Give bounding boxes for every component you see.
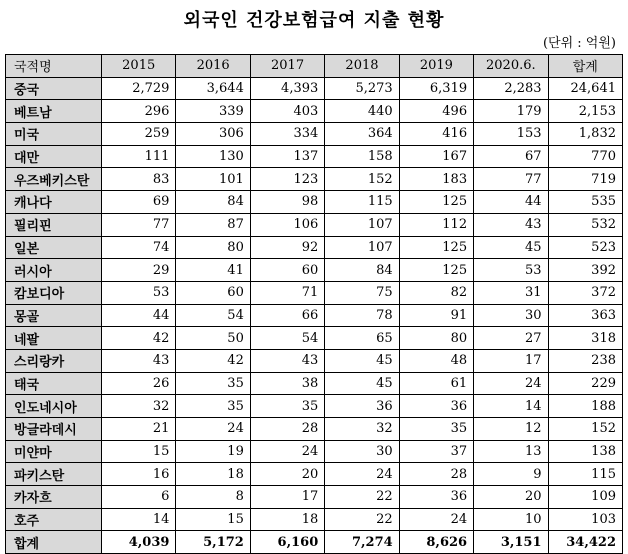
value-cell: 523	[548, 236, 622, 259]
value-cell: 125	[399, 259, 473, 282]
value-cell: 403	[250, 100, 324, 123]
value-cell: 77	[102, 213, 176, 236]
value-cell: 45	[325, 349, 399, 372]
value-cell: 14	[474, 395, 548, 418]
value-cell: 18	[250, 508, 324, 531]
header-total: 합계	[548, 55, 622, 78]
value-cell: 339	[176, 100, 250, 123]
value-cell: 35	[176, 372, 250, 395]
table-row	[6, 145, 623, 168]
value-cell: 115	[325, 191, 399, 214]
value-cell: 3,644	[176, 77, 250, 100]
table-row	[6, 100, 623, 123]
value-cell: 188	[548, 395, 622, 418]
value-cell: 440	[325, 100, 399, 123]
value-cell: 229	[548, 372, 622, 395]
value-cell: 22	[325, 508, 399, 531]
table-row	[6, 440, 623, 463]
value-cell: 87	[176, 213, 250, 236]
value-cell: 17	[250, 486, 324, 509]
value-cell: 42	[176, 349, 250, 372]
value-cell: 83	[102, 168, 176, 191]
value-cell: 1,832	[548, 123, 622, 146]
value-cell: 8,626	[399, 531, 473, 554]
nationality-cell: 중국	[6, 77, 102, 100]
value-cell: 111	[102, 145, 176, 168]
value-cell: 4,039	[102, 531, 176, 554]
value-cell: 35	[176, 395, 250, 418]
value-cell: 43	[102, 349, 176, 372]
value-cell: 92	[250, 236, 324, 259]
value-cell: 259	[102, 123, 176, 146]
nationality-cell: 스리랑카	[6, 349, 102, 372]
value-cell: 60	[250, 259, 324, 282]
value-cell: 22	[325, 486, 399, 509]
value-cell: 115	[548, 463, 622, 486]
value-cell: 719	[548, 168, 622, 191]
value-cell: 6	[102, 486, 176, 509]
expenditure-table	[5, 54, 623, 554]
value-cell: 36	[325, 395, 399, 418]
value-cell: 82	[399, 281, 473, 304]
value-cell: 53	[474, 259, 548, 282]
value-cell: 48	[399, 349, 473, 372]
value-cell: 106	[250, 213, 324, 236]
header-2015: 2015	[102, 55, 176, 78]
value-cell: 60	[176, 281, 250, 304]
value-cell: 32	[102, 395, 176, 418]
value-cell: 30	[474, 304, 548, 327]
value-cell: 38	[250, 372, 324, 395]
value-cell: 6,319	[399, 77, 473, 100]
value-cell: 306	[176, 123, 250, 146]
value-cell: 103	[548, 508, 622, 531]
value-cell: 75	[325, 281, 399, 304]
value-cell: 296	[102, 100, 176, 123]
value-cell: 130	[176, 145, 250, 168]
value-cell: 2,729	[102, 77, 176, 100]
nationality-cell: 합계	[6, 531, 102, 554]
nationality-cell: 몽골	[6, 304, 102, 327]
value-cell: 18	[176, 463, 250, 486]
value-cell: 3,151	[474, 531, 548, 554]
header-nationality: 국적명	[6, 55, 102, 78]
nationality-cell: 캄보디아	[6, 281, 102, 304]
value-cell: 45	[474, 236, 548, 259]
value-cell: 43	[474, 213, 548, 236]
table-row	[6, 168, 623, 191]
table-row	[6, 349, 623, 372]
value-cell: 137	[250, 145, 324, 168]
value-cell: 74	[102, 236, 176, 259]
value-cell: 53	[102, 281, 176, 304]
value-cell: 363	[548, 304, 622, 327]
value-cell: 318	[548, 327, 622, 350]
nationality-cell: 인도네시아	[6, 395, 102, 418]
value-cell: 19	[176, 440, 250, 463]
value-cell: 50	[176, 327, 250, 350]
value-cell: 532	[548, 213, 622, 236]
value-cell: 71	[250, 281, 324, 304]
value-cell: 152	[325, 168, 399, 191]
value-cell: 32	[325, 418, 399, 441]
value-cell: 66	[250, 304, 324, 327]
value-cell: 35	[399, 418, 473, 441]
value-cell: 372	[548, 281, 622, 304]
header-2020-6: 2020.6.	[474, 55, 548, 78]
value-cell: 84	[325, 259, 399, 282]
value-cell: 334	[250, 123, 324, 146]
value-cell: 535	[548, 191, 622, 214]
value-cell: 5,273	[325, 77, 399, 100]
value-cell: 69	[102, 191, 176, 214]
value-cell: 13	[474, 440, 548, 463]
value-cell: 34,422	[548, 531, 622, 554]
value-cell: 8	[176, 486, 250, 509]
value-cell: 36	[399, 486, 473, 509]
value-cell: 15	[102, 440, 176, 463]
value-cell: 183	[399, 168, 473, 191]
nationality-cell: 베트남	[6, 100, 102, 123]
table-row	[6, 395, 623, 418]
value-cell: 36	[399, 395, 473, 418]
value-cell: 138	[548, 440, 622, 463]
value-cell: 31	[474, 281, 548, 304]
table-row	[6, 236, 623, 259]
value-cell: 61	[399, 372, 473, 395]
value-cell: 770	[548, 145, 622, 168]
unit-label: (단위 : 억원)	[542, 36, 616, 51]
nationality-cell: 미얀마	[6, 440, 102, 463]
value-cell: 98	[250, 191, 324, 214]
value-cell: 37	[399, 440, 473, 463]
value-cell: 101	[176, 168, 250, 191]
table-row	[6, 191, 623, 214]
table-row	[6, 281, 623, 304]
value-cell: 9	[474, 463, 548, 486]
value-cell: 44	[102, 304, 176, 327]
table-row	[6, 418, 623, 441]
value-cell: 35	[250, 395, 324, 418]
nationality-cell: 일본	[6, 236, 102, 259]
value-cell: 125	[399, 236, 473, 259]
value-cell: 80	[399, 327, 473, 350]
value-cell: 158	[325, 145, 399, 168]
header-2019: 2019	[399, 55, 473, 78]
value-cell: 24	[474, 372, 548, 395]
value-cell: 179	[474, 100, 548, 123]
value-cell: 20	[474, 486, 548, 509]
value-cell: 125	[399, 191, 473, 214]
value-cell: 4,393	[250, 77, 324, 100]
value-cell: 167	[399, 145, 473, 168]
value-cell: 28	[250, 418, 324, 441]
nationality-cell: 태국	[6, 372, 102, 395]
table-row	[6, 304, 623, 327]
value-cell: 67	[474, 145, 548, 168]
header-2018: 2018	[325, 55, 399, 78]
table-row	[6, 123, 623, 146]
value-cell: 153	[474, 123, 548, 146]
nationality-cell: 미국	[6, 123, 102, 146]
value-cell: 54	[176, 304, 250, 327]
value-cell: 28	[399, 463, 473, 486]
table-row	[6, 213, 623, 236]
table-row	[6, 77, 623, 100]
value-cell: 84	[176, 191, 250, 214]
nationality-cell: 호주	[6, 508, 102, 531]
value-cell: 78	[325, 304, 399, 327]
nationality-cell: 방글라데시	[6, 418, 102, 441]
value-cell: 416	[399, 123, 473, 146]
header-row	[6, 55, 623, 78]
nationality-cell: 우즈베키스탄	[6, 168, 102, 191]
table-row	[6, 372, 623, 395]
table-row	[6, 259, 623, 282]
value-cell: 14	[102, 508, 176, 531]
value-cell: 29	[102, 259, 176, 282]
header-2016: 2016	[176, 55, 250, 78]
nationality-cell: 네팔	[6, 327, 102, 350]
value-cell: 109	[548, 486, 622, 509]
nationality-cell: 캐나다	[6, 191, 102, 214]
nationality-cell: 러시아	[6, 259, 102, 282]
value-cell: 26	[102, 372, 176, 395]
value-cell: 30	[325, 440, 399, 463]
value-cell: 77	[474, 168, 548, 191]
nationality-cell: 필리핀	[6, 213, 102, 236]
value-cell: 392	[548, 259, 622, 282]
value-cell: 42	[102, 327, 176, 350]
value-cell: 15	[176, 508, 250, 531]
value-cell: 24	[176, 418, 250, 441]
value-cell: 20	[250, 463, 324, 486]
value-cell: 496	[399, 100, 473, 123]
table-row	[6, 463, 623, 486]
nationality-cell: 카자흐	[6, 486, 102, 509]
value-cell: 17	[474, 349, 548, 372]
table-row	[6, 327, 623, 350]
page-title: 외국인 건강보험급여 지출 현황	[183, 10, 445, 31]
value-cell: 43	[250, 349, 324, 372]
value-cell: 112	[399, 213, 473, 236]
value-cell: 65	[325, 327, 399, 350]
nationality-cell: 대만	[6, 145, 102, 168]
value-cell: 24	[325, 463, 399, 486]
value-cell: 364	[325, 123, 399, 146]
value-cell: 16	[102, 463, 176, 486]
value-cell: 21	[102, 418, 176, 441]
table-row	[6, 508, 623, 531]
value-cell: 24	[399, 508, 473, 531]
value-cell: 152	[548, 418, 622, 441]
table-row	[6, 486, 623, 509]
value-cell: 107	[325, 213, 399, 236]
header-2017: 2017	[250, 55, 324, 78]
total-row	[6, 531, 623, 554]
value-cell: 54	[250, 327, 324, 350]
value-cell: 7,274	[325, 531, 399, 554]
value-cell: 24,641	[548, 77, 622, 100]
value-cell: 41	[176, 259, 250, 282]
value-cell: 27	[474, 327, 548, 350]
value-cell: 238	[548, 349, 622, 372]
value-cell: 123	[250, 168, 324, 191]
value-cell: 80	[176, 236, 250, 259]
nationality-cell: 파키스탄	[6, 463, 102, 486]
value-cell: 107	[325, 236, 399, 259]
value-cell: 10	[474, 508, 548, 531]
value-cell: 24	[250, 440, 324, 463]
value-cell: 12	[474, 418, 548, 441]
value-cell: 91	[399, 304, 473, 327]
value-cell: 6,160	[250, 531, 324, 554]
value-cell: 45	[325, 372, 399, 395]
value-cell: 2,153	[548, 100, 622, 123]
value-cell: 44	[474, 191, 548, 214]
value-cell: 5,172	[176, 531, 250, 554]
value-cell: 2,283	[474, 77, 548, 100]
